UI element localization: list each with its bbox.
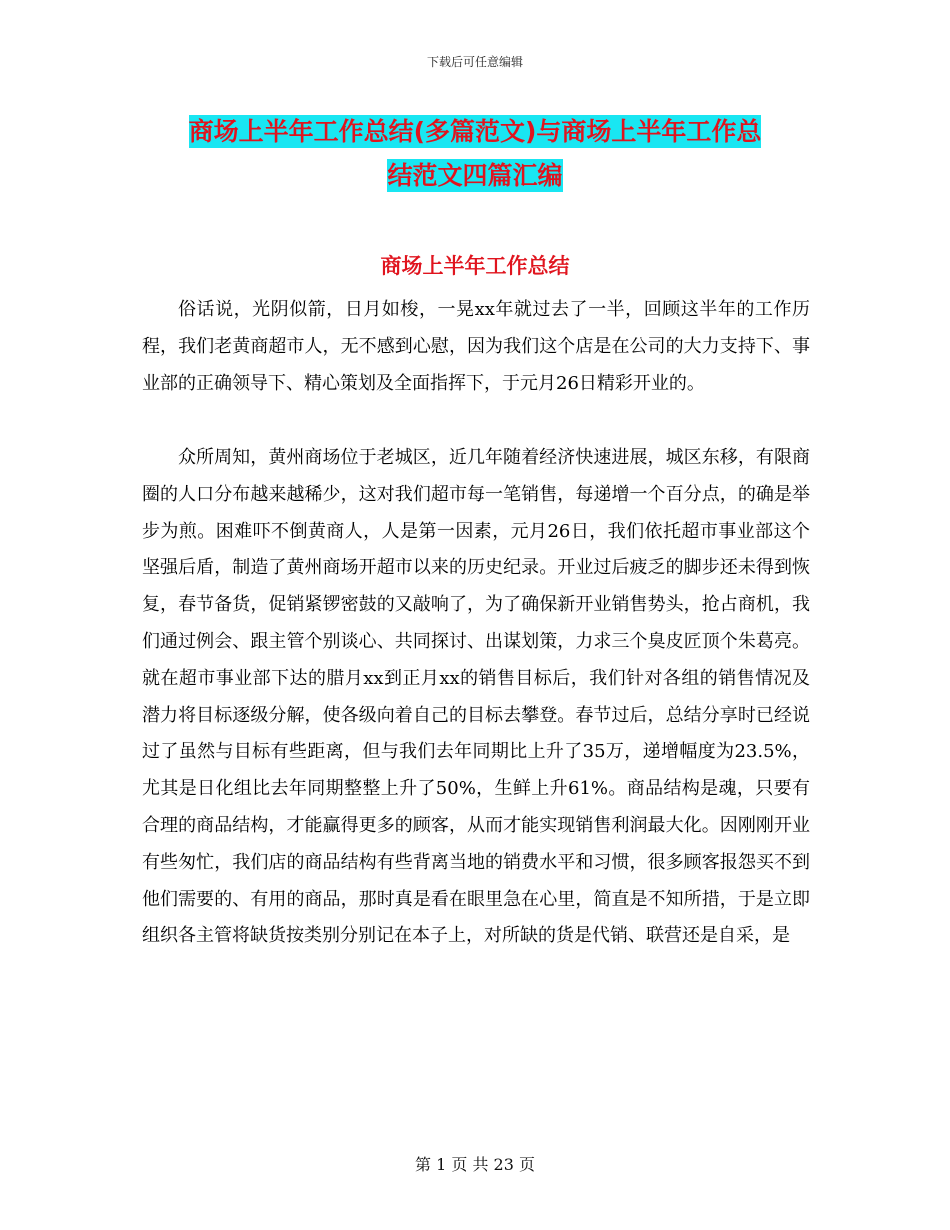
document-title-text-1: 商场上半年工作总结(多篇范文)与商场上半年工作总 [188,117,762,146]
header-note: 下载后可任意编辑 [426,55,523,69]
document-title-line-2 [0,156,950,192]
body-paragraph-1: 俗话说，光阴似箭，日月如梭，一晃xx年就过去了一半，回顾这半年的工作历程，我们老黄商超市人，无不感到心慰，因为我们这个店是在公司的大力支持下、事业部的正确领导下、精心策划及全面指挥下，于元月26日精彩开业的。 [142,299,810,394]
section-heading: 商场上半年工作总结 [380,254,570,278]
body-paragraph-2: 众所周知，黄州商场位于老城区，近几年随着经济快速进展，城区东移，有限商圈的人口分布越来越稀少，这对我们超市每一笔销售，每递增一个百分点，的确是举步为煎。困难吓不倒黄商人，人是第一因素，元月26日，我们依托超市事业部这个坚强后盾，制造了黄州商场开超市以来的历史纪录。开业过后疲乏的脚步还未得到恢复，春节备货，促销紧锣密鼓的又敲响了，为了确保新开业销售势头，抢占商机，我们通过例会、跟主管个别谈心、共同探讨、出谋划策，力求三个臭皮匠顶个朱葛亮。就在超市事业部下达的腊月xx到正月xx的销售目标后，我们针对各组的销售情况及潜力将目标逐级分解，使各级向着自己的目标去攀登。春节过后，总结分享时已经说过了虽然与目标有些距离，但与我们去年同期比上升了35万，递增幅度为23.5%，尤其是日化组比去年同期整整上升了50%，生鲜上升61%。商品结构是魂，只要有合理的商品结构，才能赢得更多的顾客，从而才能实现销售利润最大化。因刚刚开业有些匆忙，我们店的商品结构有些背离当地的销费水平和习惯，很多顾客报怨买不到他们需要的、有用的商品，那时真是看在眼里急在心里，简直是不知所措，于是立即组织各主管将缺货按类别分别记在本子上，对所缺的货是代销、联营还是自采，是 [142,447,810,947]
page-number: 第 1 页 共 23 页 [415,1155,535,1174]
document-title-text-2: 结范文四篇汇编 [387,161,563,190]
document-title-line-1 [0,112,950,148]
